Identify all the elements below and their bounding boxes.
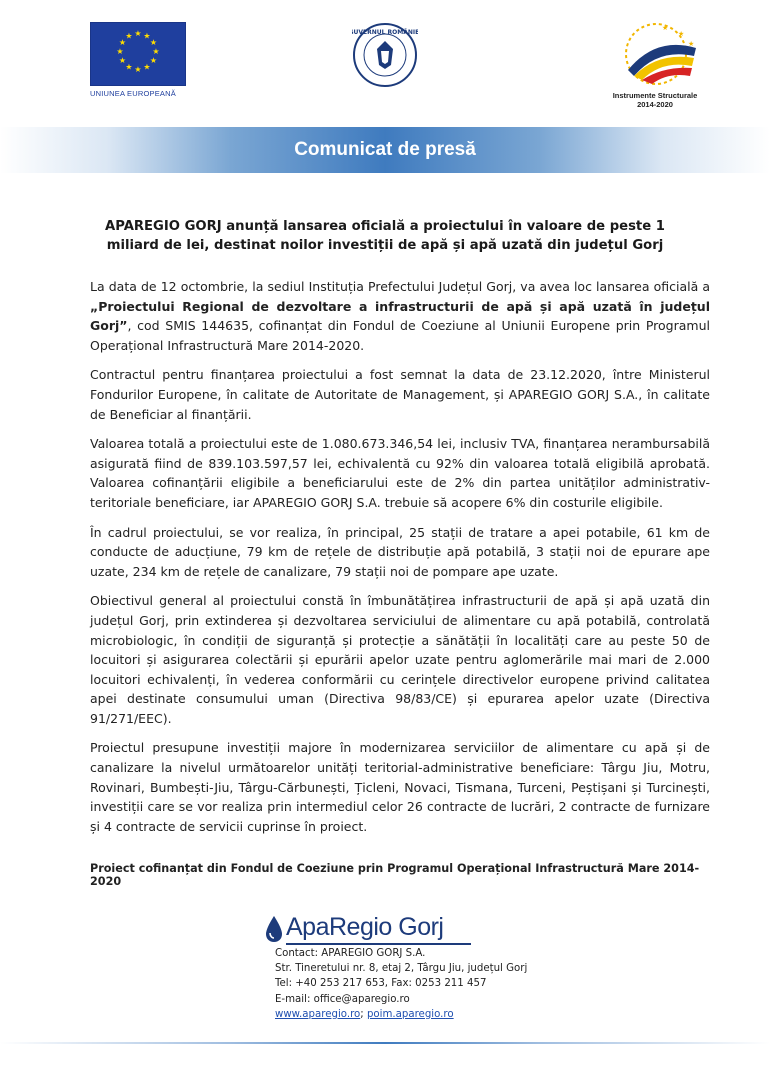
website-links [275, 1007, 695, 1022]
footer-band [0, 1042, 770, 1044]
svg-text:★: ★ [134, 29, 142, 38]
body-text [90, 277, 710, 846]
svg-text:★: ★ [149, 56, 158, 65]
water-drop-icon [264, 914, 284, 944]
seal-text-top: GUVERNUL ROMÂNIEI [352, 29, 418, 36]
contact-block [275, 946, 695, 1022]
structural-instruments-icon [600, 18, 710, 90]
aparegio-logo [262, 910, 482, 946]
eu-flag-icon [90, 22, 186, 86]
headline: APAREGIO GORJ anunță lansarea oficială a proiectului în valoare de peste 1 miliard de lei, destinat noilor investiții de apă și apă uzată din județul Gorj [105, 219, 665, 253]
project-name: „Proiectului Regional de dezvoltare a infrastructurii de apă și apă uzată în județul Gorj” [90, 298, 710, 334]
svg-text:★: ★ [125, 62, 133, 72]
svg-text:★: ★ [143, 31, 151, 41]
svg-text:★: ★ [134, 65, 142, 74]
structural-instruments-caption [600, 91, 710, 109]
svg-text:★: ★ [152, 47, 160, 56]
cofinance-note: Proiect cofinanțat din Fondul de Coeziune prin Programul Operațional Infrastructură Mare 2014-2020 [90, 862, 700, 888]
link-separator: ; [360, 1008, 367, 1020]
structural-instruments-logo [600, 18, 710, 118]
paragraph-1 [90, 277, 710, 355]
press-release-banner [0, 127, 770, 173]
government-seal-icon [352, 22, 418, 88]
banner-title: Comunicat de presă [294, 139, 476, 160]
aparegio-wordmark: ApaRegio Gorj [286, 913, 444, 941]
paragraph-2: Contractul pentru finanțarea proiectului a fost semnat la data de 23.12.2020, între Ministerul Fondurilor Europene, în calitate de Autoritate de Management, și APAREGIO GORJ S.A., în calitate de Beneficiar al finanțării. [90, 367, 710, 422]
is-caption-line2: 2014-2020 [637, 100, 673, 109]
website-link[interactable]: www.aparegio.ro [275, 1008, 361, 1020]
svg-text:★: ★ [116, 47, 124, 56]
svg-text:★: ★ [688, 40, 695, 48]
svg-text:★: ★ [125, 31, 133, 41]
is-caption-line1: Instrumente Structurale [612, 91, 698, 100]
email-line: E-mail: office@aparegio.ro [275, 993, 410, 1005]
svg-text:★: ★ [118, 56, 127, 65]
address-line: Str. Tineretului nr. 8, etaj 2, Târgu Jiu, județul Gorj [275, 963, 528, 975]
phone-line: Tel: +40 253 217 653, Fax: 0253 211 457 [275, 978, 487, 990]
paragraph-5: Obiectivul general al proiectului constă în îmbunătățirea infrastructurii de apă și apă uzată din județul Gorj, prin extinderea și dezvoltarea serviciului de alimentare cu apă potabilă, controlată microbiologic, în condiții de siguranță și protecție a sănătății în localități care au peste 50 de locuitori și asigurarea colectării și epurării apelor uzate pentru aglomerările mai mari de 2.000 locuitori echivalenți, în vederea conformării cu cerințele directivelor europene privind calitatea apei destinate consumului uman (Directiva 98/83/CE) și epurarea apelor uzate (Directiva 91/271/EEC). [90, 593, 710, 726]
logo-underline [286, 943, 471, 945]
svg-text:★: ★ [678, 30, 685, 38]
eu-caption: UNIUNEA EUROPEANĂ [90, 89, 176, 98]
paragraph-1-text-a: La data de 12 octombrie, la sediul Instituția Prefectului Județul Gorj, va avea loc lansarea oficială a [90, 279, 710, 294]
paragraph-6: Proiectul presupune investiții majore în modernizarea serviciilor de alimentare cu apă și de canalizare la nivelul următoarelor unități teritorial-administrative beneficiare: Târgu Jiu, Motru, Rovinari, Bumbești-Jiu, Târgu-Cărbunești, Țicleni, Novaci, Tismana, Turceni, Peștișani și Turcinești, investiții care se vor realiza prin intermediul celor 26 contracte de lucrări, 2 contracte de furnizare și 4 contracte de servicii cuprinse în proiect. [90, 740, 710, 834]
svg-text:★: ★ [662, 24, 669, 32]
poim-link[interactable]: poim.aparegio.ro [366, 1008, 454, 1020]
contact-line: Contact: APAREGIO GORJ S.A. [275, 948, 426, 959]
paragraph-1-text-b: , cod SMIS 144635, cofinanțat din Fondul de Coeziune al Uniunii Europene prin Programul Operațional Infrastructură Mare 2014-2020. [90, 318, 710, 353]
svg-text:★: ★ [143, 62, 151, 72]
eu-logo [90, 22, 186, 98]
header-logos [0, 0, 770, 125]
svg-text:★: ★ [118, 38, 127, 47]
paragraph-3: Valoarea totală a proiectului este de 1.080.673.346,54 lei, inclusiv TVA, finanțarea nerambursabilă asigurată fiind de 839.103.597,57 lei, echivalentă cu 92% din valoarea totală eligibilă aprobată. Valoarea cofinanțării eligibile a beneficiarului este de 2% din partea unităților administrativ-teritoriale beneficiare, iar APAREGIO GORJ S.A. trebuie să acopere 6% din costurile eligibile. [90, 436, 710, 510]
svg-text:★: ★ [149, 38, 158, 47]
paragraph-4: În cadrul proiectului, se vor realiza, în principal, 25 stații de tratare a apei potabile, 61 km de conducte de aducțiune, 79 km de rețele de distribuție apă potabilă, 3 stații noi de epurare ape uzate, 234 km de rețele de canalizare, 79 stații noi de pompare ape uzate. [90, 524, 710, 579]
